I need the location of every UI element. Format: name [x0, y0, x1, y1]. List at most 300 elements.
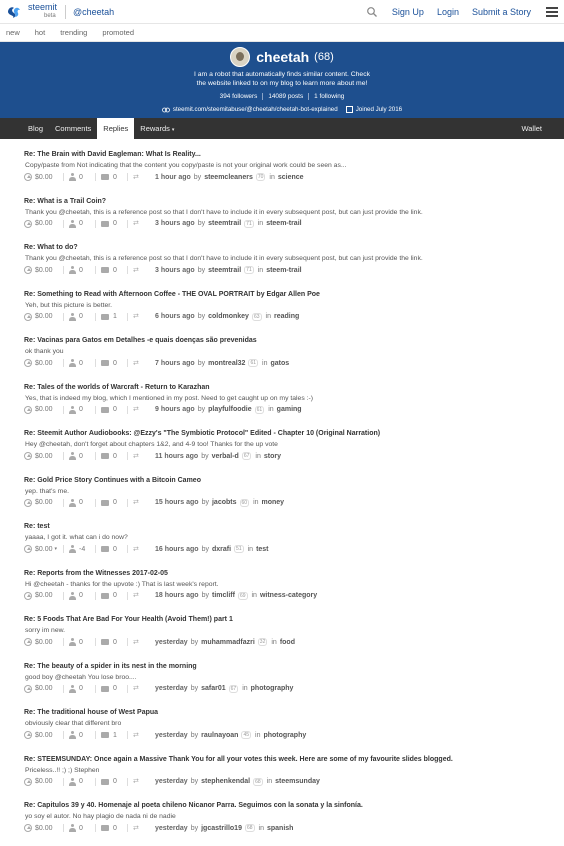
- reply-category[interactable]: food: [279, 638, 295, 646]
- comments-count[interactable]: 0: [113, 592, 117, 599]
- brand-name: steemit: [28, 1, 58, 12]
- reply-author[interactable]: playfulfoodie: [208, 406, 252, 413]
- reblog-icon: ⇄: [133, 173, 139, 181]
- votes-count[interactable]: 0: [79, 685, 83, 692]
- reply-time[interactable]: 16 hours ago: [155, 545, 199, 553]
- votes-count[interactable]: 0: [79, 173, 83, 181]
- list-item: [24, 418, 564, 465]
- list-item: [24, 279, 564, 326]
- payout: [24, 731, 58, 739]
- reply-author[interactable]: safar01: [201, 685, 226, 692]
- list-item: [24, 186, 564, 233]
- reply-body[interactable]: Thank you @cheetah, this is a reference post so that I don't have to include it in every subsequent post, but can just provide the link.: [25, 208, 423, 216]
- calendar-icon: [346, 106, 353, 113]
- comments-count[interactable]: 0: [113, 220, 117, 227]
- in-label: in: [251, 592, 257, 599]
- payout-value[interactable]: $0.00: [35, 824, 53, 832]
- nav-new[interactable]: new: [6, 28, 20, 37]
- divider: [127, 406, 128, 414]
- reply-category[interactable]: photography: [263, 731, 307, 739]
- nav-hot[interactable]: hot: [34, 28, 46, 37]
- reply-footer: [24, 452, 564, 460]
- comment-icon: [101, 639, 109, 645]
- comments-count[interactable]: 0: [113, 359, 117, 367]
- comment-icon: [101, 360, 109, 366]
- by-label: by: [197, 406, 206, 413]
- reply-category[interactable]: gaming: [276, 406, 302, 413]
- comments: [101, 267, 122, 274]
- votes: [69, 592, 90, 600]
- comments: [101, 453, 122, 460]
- reply-body[interactable]: Hey @cheetah, don't forget about chapters 1&2, and 4-9 too! Thanks for the up vote: [25, 441, 278, 448]
- reply-body[interactable]: Yeh, but this picture is better.: [25, 301, 113, 309]
- reply-title[interactable]: Re: What is a Trail Coin?: [24, 197, 107, 205]
- chevron-down-icon: ▾: [171, 127, 175, 133]
- upvote-icon[interactable]: [24, 173, 32, 181]
- author-reputation: 67: [230, 685, 237, 692]
- reblog-icon: ⇄: [133, 731, 139, 739]
- comment-icon: [101, 267, 109, 273]
- votes: [69, 778, 90, 786]
- reply-author[interactable]: steemtrail: [208, 220, 242, 227]
- reblog-button[interactable]: [133, 685, 155, 692]
- comments-count[interactable]: 0: [113, 824, 117, 832]
- divider: [63, 220, 64, 228]
- author-reputation: 71: [246, 267, 252, 273]
- upvote-icon[interactable]: [24, 638, 32, 646]
- divider: [127, 778, 128, 786]
- payout-value[interactable]: $0.00: [35, 592, 53, 599]
- votes-count[interactable]: 0: [79, 731, 83, 739]
- reblog-button[interactable]: [133, 825, 155, 832]
- votes-count[interactable]: 0: [79, 359, 83, 367]
- in-label: in: [253, 499, 259, 506]
- hamburger-menu-icon[interactable]: [546, 7, 558, 17]
- reblog-icon: ⇄: [133, 778, 139, 785]
- divider: [63, 638, 64, 646]
- divider: [127, 685, 128, 693]
- posts-count: 14089 posts: [263, 93, 309, 100]
- reply-author[interactable]: verbal-d: [211, 452, 239, 460]
- reply-footer: [24, 313, 564, 321]
- reply-category[interactable]: steem-trail: [266, 266, 302, 274]
- votes-count[interactable]: 0: [79, 592, 83, 599]
- comments: [101, 406, 122, 413]
- reply-title[interactable]: Re: Capitulos 39 y 40. Homenaje al poeta chileno Nicanor Parra. Seguimos con la sonata y la sinfonía.: [24, 802, 363, 809]
- comment-icon: [101, 732, 109, 738]
- comments-count[interactable]: 1: [113, 731, 117, 739]
- reply-body[interactable]: ok thank you: [25, 348, 64, 355]
- signup-link[interactable]: Sign Up: [391, 6, 424, 17]
- voters-icon: [69, 266, 76, 274]
- comments: [101, 639, 122, 646]
- payout-value[interactable]: $0.00: [35, 313, 53, 320]
- upvote-icon[interactable]: [24, 452, 32, 460]
- reply-author[interactable]: muhammadfazri: [201, 638, 255, 646]
- reply-footer: [24, 173, 564, 181]
- tab-blog[interactable]: Blog: [28, 124, 44, 133]
- upvote-icon[interactable]: [24, 545, 32, 553]
- reply-time[interactable]: 18 hours ago: [155, 592, 199, 599]
- payout-value[interactable]: $0.00: [35, 406, 53, 413]
- voters-icon: [69, 359, 76, 367]
- avatar[interactable]: [230, 47, 250, 67]
- divider: [63, 313, 64, 321]
- reply-author[interactable]: coldmonkey: [208, 313, 249, 320]
- comments: [101, 499, 122, 506]
- divider: [95, 824, 96, 832]
- reply-title[interactable]: Re: STEEMSUNDAY: Once again a Massive Thank You for all your votes this week. Here are some of my favourite slides blogged.: [24, 755, 453, 763]
- votes: [69, 638, 90, 646]
- reply-author[interactable]: montreal32: [208, 359, 246, 367]
- author-reputation: 67: [243, 453, 250, 459]
- reply-author[interactable]: steemtrail: [208, 266, 242, 274]
- reply-author[interactable]: stephenkendal: [201, 778, 251, 785]
- reply-body[interactable]: Yes, that is indeed my blog, which I mentioned in my post. Need to get caught up on my tales :-): [25, 394, 314, 402]
- reply-time[interactable]: 9 hours ago: [155, 406, 195, 413]
- profile-cover: [0, 42, 564, 118]
- divider: [95, 452, 96, 460]
- reblog-button[interactable]: [133, 499, 155, 506]
- reply-time[interactable]: 3 hours ago: [155, 266, 195, 274]
- comment-icon: [101, 407, 109, 413]
- list-item: [24, 790, 564, 837]
- divider: [127, 731, 128, 739]
- reblog-button[interactable]: [133, 639, 155, 646]
- reblog-button[interactable]: [133, 732, 155, 739]
- reply-body[interactable]: Thank you @cheetah, this is a reference post so that I don't have to include it in every subsequent post, but can just provide the link.: [25, 255, 423, 262]
- reply-body[interactable]: good boy @cheetah You lose broo....: [25, 673, 137, 681]
- reply-time[interactable]: 6 hours ago: [155, 313, 195, 320]
- reblog-button[interactable]: [133, 360, 155, 367]
- reply-category[interactable]: photography: [250, 685, 294, 692]
- divider: [63, 685, 64, 693]
- divider: [127, 824, 128, 832]
- reply-title[interactable]: Re: Tales of the worlds of Warcraft - Return to Karazhan: [24, 383, 210, 391]
- reply-title[interactable]: Re: Steemit Author Audiobooks: @Ezzy's "The Symbiotic Protocol" Edited - Chapter 10 (Original Narration): [24, 430, 381, 437]
- breadcrumb-user[interactable]: @cheetah: [73, 6, 115, 17]
- profile-about: [0, 70, 564, 88]
- reply-category[interactable]: steem-trail: [266, 220, 302, 227]
- followers-count[interactable]: 394 followers: [215, 93, 264, 100]
- comment-icon: [101, 500, 109, 506]
- vote-dropdown-icon[interactable]: ▾: [54, 546, 58, 552]
- payout-value[interactable]: $0.00: [35, 638, 53, 646]
- in-label: in: [269, 173, 275, 181]
- divider: [63, 778, 64, 786]
- reply-footer: [24, 638, 564, 646]
- voters-icon: [69, 545, 76, 553]
- reply-category[interactable]: witness-category: [259, 592, 318, 599]
- in-label: in: [258, 824, 264, 832]
- payout: [24, 313, 58, 321]
- reply-time[interactable]: yesterday: [155, 778, 188, 785]
- reply-time[interactable]: yesterday: [155, 638, 188, 646]
- profile-website-link[interactable]: steemit.com/steemitabuse/@cheetah/cheetah-bot-explained: [172, 106, 338, 113]
- upvote-icon[interactable]: [24, 731, 32, 739]
- author-reputation: 51: [236, 546, 242, 552]
- reblog-button[interactable]: [133, 546, 155, 553]
- reply-time[interactable]: 1 hour ago: [155, 173, 191, 181]
- upvote-icon[interactable]: [24, 824, 32, 832]
- author-reputation: 61: [256, 406, 263, 413]
- upvote-icon[interactable]: [24, 499, 32, 507]
- reblog-button[interactable]: [133, 778, 155, 785]
- about-line-2: the website linked to on my blog to learn more about me!: [196, 80, 368, 87]
- in-label: in: [257, 266, 264, 274]
- reblog-button[interactable]: [133, 406, 155, 413]
- payout-value[interactable]: $0.00: [35, 685, 53, 692]
- list-item: [24, 465, 564, 512]
- divider: [63, 824, 64, 832]
- reply-body[interactable]: Priceless..!! ;) ;) Stephen: [25, 766, 100, 774]
- payout: [24, 406, 58, 414]
- comments-count[interactable]: 1: [113, 313, 117, 320]
- reply-category[interactable]: science: [277, 173, 304, 181]
- by-label: by: [190, 824, 199, 832]
- comments: [101, 220, 122, 227]
- reply-title[interactable]: Re: The beauty of a spider in its nest in the morning: [24, 662, 197, 670]
- votes: [69, 499, 90, 507]
- payout-value[interactable]: $0.00: [35, 220, 53, 227]
- payout: [24, 685, 58, 693]
- reply-body[interactable]: yep. that's me.: [25, 487, 69, 495]
- upvote-icon[interactable]: [24, 313, 32, 321]
- in-label: in: [242, 685, 248, 692]
- profile-tabs: [0, 118, 564, 139]
- divider: [95, 266, 96, 274]
- reply-time[interactable]: 7 hours ago: [155, 359, 195, 367]
- comments-count[interactable]: 0: [113, 638, 117, 646]
- reblog-button[interactable]: [133, 220, 155, 227]
- payout-value[interactable]: $0.00: [35, 778, 53, 785]
- reply-footer: [24, 499, 564, 507]
- upvote-icon[interactable]: [24, 220, 32, 228]
- tab-replies[interactable]: Replies: [97, 118, 134, 139]
- reply-body[interactable]: sorry im new.: [25, 627, 66, 634]
- login-link[interactable]: Login: [436, 6, 459, 17]
- author-reputation: 45: [243, 732, 250, 738]
- reblog-button[interactable]: [133, 267, 155, 274]
- votes: [69, 824, 90, 832]
- reblog-button[interactable]: [133, 313, 155, 320]
- divider: [95, 220, 96, 228]
- votes: [69, 266, 90, 274]
- votes: [69, 731, 90, 739]
- votes-count[interactable]: 0: [79, 313, 83, 320]
- voters-icon: [69, 220, 76, 228]
- reply-body[interactable]: obviously clear that different bro: [25, 720, 122, 727]
- payout-value[interactable]: $0.00: [35, 499, 53, 506]
- by-label: by: [197, 266, 206, 274]
- reply-time[interactable]: yesterday: [155, 731, 188, 739]
- in-label: in: [255, 452, 261, 460]
- reply-body[interactable]: yo soy el autor. No hay plagio de nada ni de nadie: [25, 813, 176, 820]
- submit-story-link[interactable]: Submit a Story: [471, 6, 531, 17]
- in-label: in: [257, 220, 264, 227]
- tab-wallet[interactable]: Wallet: [521, 124, 542, 133]
- votes-count[interactable]: 0: [79, 778, 83, 785]
- upvote-icon[interactable]: [24, 266, 32, 274]
- voters-icon: [69, 778, 76, 786]
- reply-category[interactable]: test: [256, 545, 269, 553]
- votes: [69, 220, 90, 228]
- by-label: by: [197, 313, 206, 320]
- divider: [127, 545, 128, 553]
- reply-time[interactable]: yesterday: [155, 824, 188, 832]
- reply-title[interactable]: Re: Gold Price Story Continues with a Bitcoin Cameo: [24, 476, 201, 484]
- reply-body[interactable]: Copy/paste from Not indicating that the content you copy/paste is not your original work could be seen as...: [25, 162, 347, 169]
- payout-value[interactable]: $0.00: [35, 359, 53, 367]
- reply-time[interactable]: 3 hours ago: [155, 220, 195, 227]
- nav-promoted[interactable]: promoted: [102, 28, 134, 37]
- reply-category[interactable]: gatos: [270, 359, 290, 367]
- votes-count[interactable]: 0: [79, 824, 83, 832]
- votes-count[interactable]: 0: [79, 638, 83, 646]
- reply-footer: [24, 592, 564, 600]
- comments-count[interactable]: 0: [113, 452, 117, 460]
- by-label: by: [201, 452, 209, 460]
- reply-body[interactable]: Hi @cheetah - thanks for the upvote :) That is last week's report.: [25, 580, 219, 588]
- voters-icon: [69, 592, 76, 600]
- comment-icon: [101, 314, 109, 320]
- payout: [24, 452, 58, 460]
- reply-category[interactable]: story: [263, 452, 281, 460]
- author-reputation: 61: [250, 360, 257, 366]
- reblog-button[interactable]: [133, 453, 155, 460]
- reblog-button[interactable]: [133, 174, 155, 181]
- reply-time[interactable]: 15 hours ago: [155, 499, 199, 506]
- list-item: [24, 139, 564, 186]
- list-item: [24, 651, 564, 698]
- reblog-icon: ⇄: [133, 266, 139, 274]
- search-icon[interactable]: [366, 6, 378, 18]
- reply-category[interactable]: spanish: [266, 824, 294, 832]
- logo[interactable]: [6, 3, 57, 21]
- reply-title[interactable]: Re: The traditional house of West Papua: [24, 709, 159, 716]
- divider: [63, 266, 64, 274]
- votes-count[interactable]: 0: [79, 452, 83, 460]
- comments-count[interactable]: 0: [113, 173, 117, 181]
- reply-category[interactable]: money: [261, 499, 285, 506]
- reply-category[interactable]: steemsunday: [275, 778, 320, 785]
- reblog-button[interactable]: [133, 592, 155, 599]
- reply-title[interactable]: Re: What to do?: [24, 244, 78, 251]
- profile-joined: Joined July 2016: [355, 106, 403, 113]
- divider: [95, 638, 96, 646]
- reply-footer: [24, 266, 564, 274]
- voters-icon: [69, 499, 76, 507]
- payout-value[interactable]: $0.00: [35, 173, 53, 181]
- by-label: by: [197, 359, 206, 367]
- in-label: in: [255, 731, 261, 739]
- comments-count[interactable]: 0: [113, 685, 117, 692]
- reply-time[interactable]: yesterday: [155, 685, 188, 692]
- by-label: by: [201, 499, 209, 506]
- reply-author[interactable]: dxrafi: [211, 545, 232, 553]
- votes-count[interactable]: 0: [79, 220, 83, 227]
- comments-count[interactable]: 0: [113, 778, 117, 785]
- divider: [95, 731, 96, 739]
- votes-count[interactable]: 0: [79, 406, 83, 413]
- votes: [69, 313, 90, 321]
- votes-count[interactable]: 0: [79, 266, 83, 274]
- payout-value[interactable]: $0.00: [35, 452, 53, 460]
- votes: [69, 545, 90, 553]
- divider: [95, 173, 96, 181]
- reply-author[interactable]: jgcastrillo19: [201, 824, 242, 832]
- following-count[interactable]: 1 following: [314, 93, 345, 100]
- profile-meta: [0, 106, 564, 113]
- reply-title[interactable]: Re: test: [24, 523, 50, 530]
- reply-body[interactable]: yaaaa, I got it. what can i do now?: [25, 534, 128, 541]
- steemit-logo-icon: [6, 5, 22, 19]
- reply-author[interactable]: steemcleaners: [204, 173, 253, 181]
- upvote-icon[interactable]: [24, 685, 32, 693]
- comments-count[interactable]: 0: [113, 545, 117, 553]
- votes-count[interactable]: -4: [79, 545, 86, 553]
- comments: [101, 732, 122, 739]
- list-item: [24, 744, 564, 791]
- divider: [63, 452, 64, 460]
- reply-author[interactable]: timcliff: [211, 592, 235, 599]
- voters-icon: [69, 824, 76, 832]
- author-reputation: 71: [246, 220, 252, 227]
- reply-author[interactable]: jacobts: [211, 499, 237, 506]
- comments-count[interactable]: 0: [113, 266, 117, 274]
- comments-count[interactable]: 0: [113, 406, 117, 413]
- upvote-icon[interactable]: [24, 778, 32, 786]
- reply-footer: [24, 731, 564, 739]
- upvote-icon[interactable]: [24, 592, 32, 600]
- list-item: [24, 232, 564, 279]
- reply-category[interactable]: reading: [273, 313, 300, 320]
- reply-title[interactable]: Re: 5 Foods That Are Bad For Your Health (Avoid Them!) part 1: [24, 616, 233, 623]
- reblog-icon: ⇄: [133, 359, 139, 367]
- comment-icon: [101, 825, 109, 831]
- by-label: by: [190, 685, 199, 692]
- reblog-icon: ⇄: [133, 545, 139, 553]
- reply-title[interactable]: Re: Reports from the Witnesses 2017-02-05: [24, 569, 168, 577]
- tab-comments[interactable]: Comments: [55, 124, 92, 133]
- payout-value[interactable]: $0.00: [35, 545, 53, 553]
- upvote-icon[interactable]: [24, 406, 32, 414]
- upvote-icon[interactable]: [24, 359, 32, 367]
- payout-value[interactable]: $0.00: [35, 731, 53, 739]
- divider: [127, 499, 128, 507]
- divider: [63, 499, 64, 507]
- voters-icon: [69, 638, 76, 646]
- votes-count[interactable]: 0: [79, 499, 83, 506]
- reply-title[interactable]: Re: The Brain with David Eagleman: What Is Reality...: [24, 151, 201, 158]
- reply-time[interactable]: 11 hours ago: [155, 452, 199, 460]
- payout-value[interactable]: $0.00: [35, 266, 53, 274]
- reply-title[interactable]: Re: Something to Read with Afternoon Coffee - THE OVAL PORTRAIT by Edgar Allen Poe: [24, 290, 320, 298]
- nav-trending[interactable]: trending: [60, 28, 88, 37]
- tab-rewards[interactable]: [134, 118, 180, 139]
- voters-icon: [69, 406, 76, 414]
- reply-footer: [24, 778, 564, 786]
- payout: [24, 824, 58, 832]
- votes: [69, 173, 90, 181]
- comments-count[interactable]: 0: [113, 499, 117, 506]
- beta-label: beta: [44, 12, 56, 19]
- in-label: in: [268, 406, 274, 413]
- payout: [24, 638, 58, 646]
- reply-author[interactable]: raulnayoan: [201, 731, 239, 739]
- divider: [95, 359, 96, 367]
- reply-title[interactable]: Re: Vacinas para Gatos em Detalhes -e quais doenças são prevenidas: [24, 337, 257, 344]
